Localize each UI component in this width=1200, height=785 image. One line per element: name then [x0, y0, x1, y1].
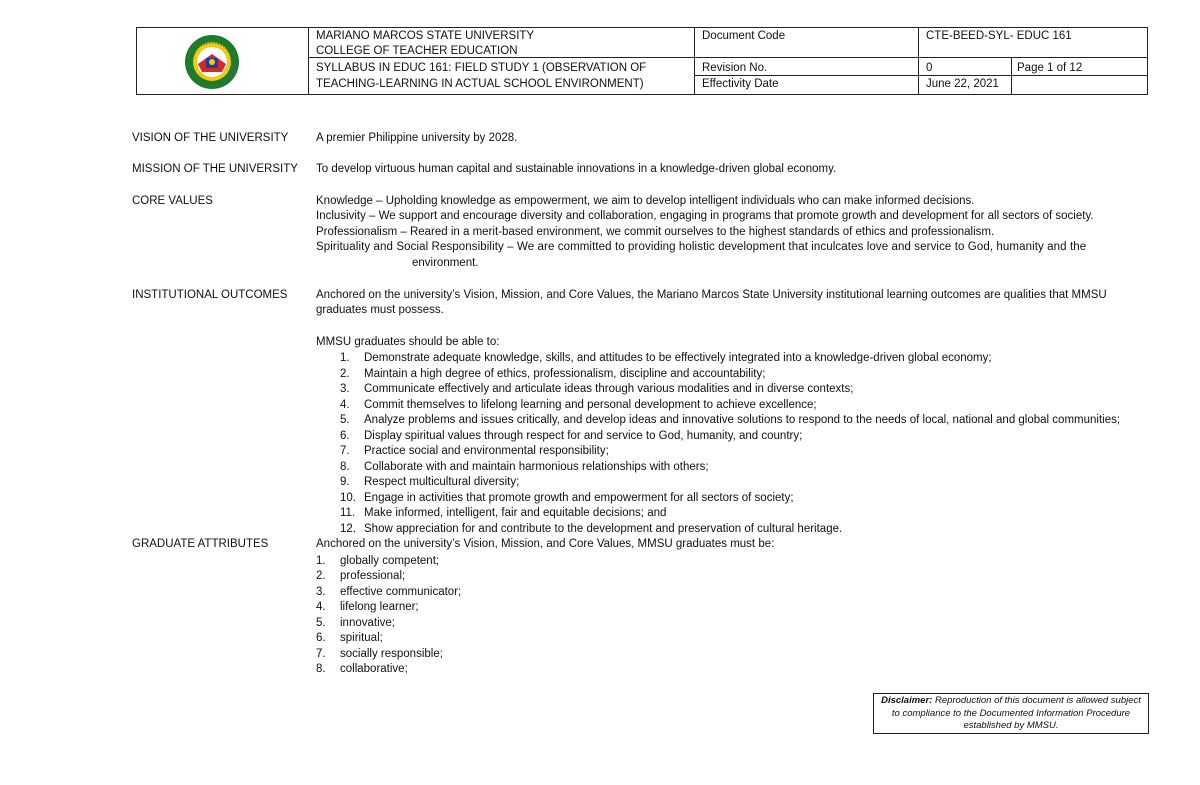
list-item-text: Commit themselves to lifelong learning and personal development to achieve excellence;	[364, 399, 817, 411]
core-value-professionalism: Professionalism – Reared in a merit-based environment, we commit ourselves to the highest standards of ethics and professionalism.	[316, 226, 995, 238]
list-item: 4.	[340, 399, 350, 411]
list-item-text: spiritual;	[340, 632, 383, 644]
university-name: MARIANO MARCOS STATE UNIVERSITY	[316, 30, 535, 42]
list-item-text: Engage in activities that promote growth and empowerment for all sectors of society;	[364, 492, 794, 504]
list-item: 9.	[340, 476, 350, 488]
list-item-text: Demonstrate adequate knowledge, skills, and attitudes to be effectively integrated into a knowledge-driven global economy;	[364, 352, 992, 364]
graduate-attributes-intro: Anchored on the university’s Vision, Mission, and Core Values, MMSU graduates must be:	[316, 538, 775, 550]
page-number: Page 1 of 12	[1017, 62, 1083, 74]
list-item: 5.	[340, 414, 350, 426]
core-value-spirituality: Spirituality and Social Responsibility – We are committed to providing holistic development that inculcates love and service to God, humanity and the	[316, 241, 1087, 253]
list-item: 7.	[316, 648, 326, 660]
mission-text: To develop virtuous human capital and sustainable innovations in a knowledge-driven global economy.	[316, 163, 837, 175]
disclaimer-box	[873, 693, 1149, 734]
disclaimer-label: Disclaimer:	[881, 695, 933, 706]
core-value-knowledge: Knowledge – Upholding knowledge as empowerment, we aim to develop intelligent individuals who can make informed decisions.	[316, 195, 975, 207]
list-item-text: socially responsible;	[340, 648, 443, 660]
list-item-text: Respect multicultural diversity;	[364, 476, 520, 488]
list-item: 11.	[340, 507, 356, 519]
list-item-text: Display spiritual values through respect for and service to God, humanity, and country;	[364, 430, 803, 442]
graduate-attributes-label: GRADUATE ATTRIBUTES	[132, 538, 269, 550]
list-item: 2.	[316, 570, 326, 582]
list-item: 8.	[340, 461, 350, 473]
institutional-outcomes-intro-line2: graduates must possess.	[316, 304, 444, 316]
course-title-line2: TEACHING-LEARNING IN ACTUAL SCHOOL ENVIRONMENT)	[316, 78, 644, 90]
list-item-text: professional;	[340, 570, 406, 582]
college-name: COLLEGE OF TEACHER EDUCATION	[316, 45, 518, 57]
list-item-text: globally competent;	[340, 555, 440, 567]
list-item: 3.	[316, 586, 326, 598]
list-item-text: Analyze problems and issues critically, and develop ideas and innovative solutions to respond to the needs of local, national and global communities;	[364, 414, 1121, 426]
document-header-table	[136, 27, 1148, 95]
list-item: 3.	[340, 383, 350, 395]
list-item: 1.	[340, 352, 350, 364]
university-logo	[184, 34, 240, 90]
list-item: 6.	[340, 430, 350, 442]
list-item-text: lifelong learner;	[340, 601, 419, 613]
list-item: 10.	[340, 492, 356, 504]
effectivity-label: Effectivity Date	[702, 78, 779, 90]
effectivity-value: June 22, 2021	[926, 78, 999, 90]
list-item-text: Make informed, intelligent, fair and equitable decisions; and	[364, 507, 667, 519]
institutional-outcomes-lead: MMSU graduates should be able to:	[316, 336, 500, 348]
disclaimer-text-2: to compliance to the Documented Information Procedure	[891, 707, 1131, 719]
disclaimer-text-1: Reproduction of this document is allowed subject	[932, 695, 1141, 706]
list-item-text: effective communicator;	[340, 586, 462, 598]
mission-label: MISSION OF THE UNIVERSITY	[132, 163, 298, 175]
disclaimer-text-3: established by MMSU.	[963, 720, 1059, 731]
document-code-label: Document Code	[702, 30, 786, 42]
list-item-text: Maintain a high degree of ethics, professionalism, discipline and accountability;	[364, 368, 766, 380]
list-item: 8.	[316, 663, 326, 675]
institutional-outcomes-label: INSTITUTIONAL OUTCOMES	[132, 289, 288, 301]
list-item: 7.	[340, 445, 350, 457]
core-value-spirituality-cont: environment.	[412, 257, 479, 269]
institutional-outcomes-intro-line1: Anchored on the university’s Vision, Mission, and Core Values, the Mariano Marcos State University institutional learning outcomes are qualities that MMSU	[316, 289, 1107, 301]
revision-value: 0	[926, 62, 933, 74]
list-item: 1.	[316, 555, 326, 567]
vision-label: VISION OF THE UNIVERSITY	[132, 132, 289, 144]
list-item-text: Practice social and environmental responsibility;	[364, 445, 609, 457]
course-title-line1: SYLLABUS IN EDUC 161: FIELD STUDY 1 (OBSERVATION OF	[316, 62, 647, 74]
list-item-text: Collaborate with and maintain harmonious relationships with others;	[364, 461, 709, 473]
list-item: 2.	[340, 368, 350, 380]
list-item-text: collaborative;	[340, 663, 408, 675]
document-code-value: CTE-BEED-SYL- EDUC 161	[926, 30, 1072, 42]
vision-text: A premier Philippine university by 2028.	[316, 132, 518, 144]
core-values-label: CORE VALUES	[132, 195, 213, 207]
list-item-text: Show appreciation for and contribute to the development and preservation of cultural heritage.	[364, 523, 843, 535]
list-item: 5.	[316, 617, 326, 629]
list-item-text: Communicate effectively and articulate ideas through various modalities and in diverse contexts;	[364, 383, 854, 395]
revision-label: Revision No.	[702, 62, 768, 74]
list-item-text: innovative;	[340, 617, 395, 629]
core-value-inclusivity: Inclusivity – We support and encourage diversity and collaboration, engaging in programs that promote growth and development for all sectors of society.	[316, 210, 1094, 222]
list-item: 12.	[340, 523, 356, 535]
list-item: 4.	[316, 601, 326, 613]
list-item: 6.	[316, 632, 326, 644]
